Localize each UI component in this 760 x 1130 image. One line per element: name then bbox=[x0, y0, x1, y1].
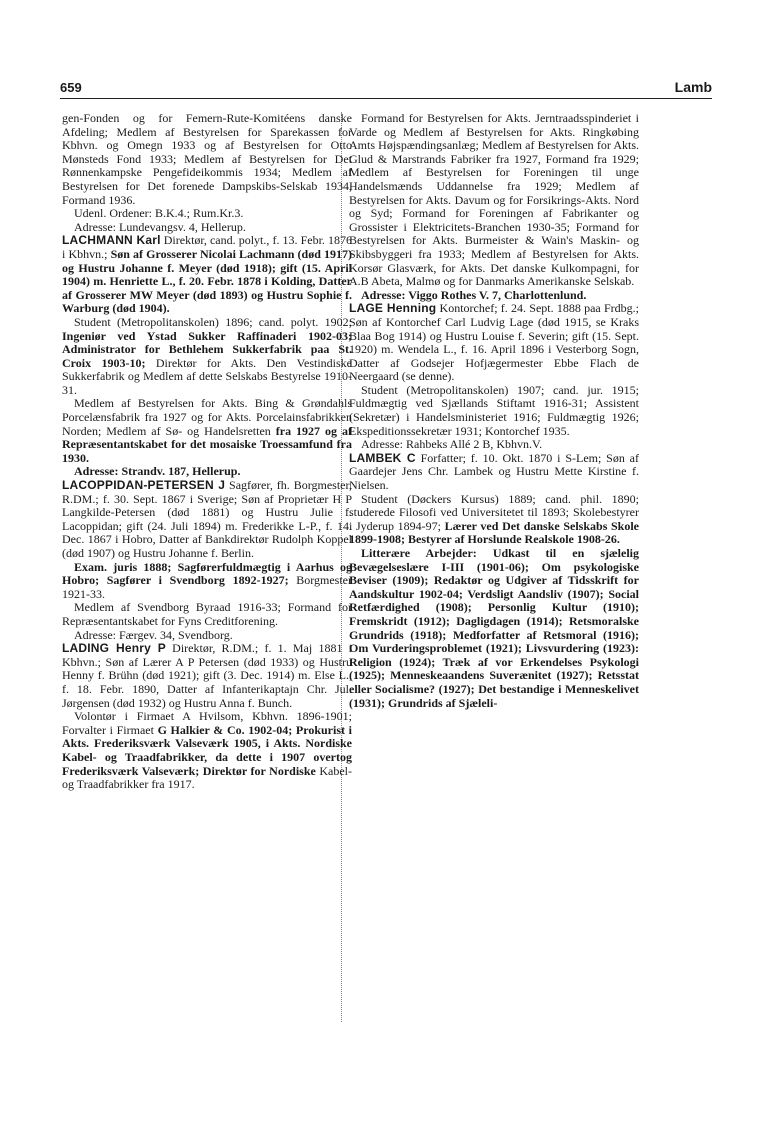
entry-lacoppidan-career: Exam. juris 1888; Sagførerfuldmægtig i Aarhus og Hobro; Sagfører i Svendborg 1892-1927; Borgmester 1921-33. bbox=[62, 559, 352, 601]
entry-lage-bio: LAGE Henning Kontorchef; f. 24. Sept. 1888 paa Frdbg.; Søn af Kontorchef Carl Ludvig Lage (død 1915, se Kraks Blaa Bog 1914) og Hustru Louise f. Severin; gift (15. Sept. 1920) m. Wendela L., f. 16. April 1896 i Vesterborg Sogn, Datter af Godsejer Hofjægermester Ebbe Flach de Neergaard (se denne). bbox=[349, 301, 639, 384]
entry-lage-career: Student (Metropolitanskolen) 1907; cand. jur. 1915; Fuldmægtig ved Sjællands Stiftamt 1916-31; Assistent (Sekretær) i Handelsministeriet 1916; Fuldmægtig 1926; Ekspeditionssekretær 1931; Kontorchef 1935. bbox=[349, 382, 639, 438]
entry-name-lage: LAGE Henning bbox=[349, 301, 437, 316]
entry-lachmann bbox=[62, 234, 352, 479]
entry-name-lading: LADING Henry P bbox=[62, 641, 166, 656]
entry-lambek-bio: LAMBEK C Forfatter; f. 10. Okt. 1870 i S-Lem; Søn af Gaardejer Jens Chr. Lambek og Hustru Mette Kirstine f. Nielsen. bbox=[349, 450, 639, 493]
entry-name-lambek: LAMBEK C bbox=[349, 450, 416, 465]
entry-lachmann-bio: LACHMANN Karl Direktør, cand. polyt., f. 13. Febr. 1876 i Kbhvn.; Søn af Grosserer Nicolai Lachmann (død 1917) og Hustru Johanne f. Meyer (død 1918); gift (15. April 1904) m. Henriette L., f. 20. Febr. 1878 i Kolding, Datter af Grosserer MW Meyer (død 1893) og Hustru Sophie f. Warburg (død 1904). bbox=[62, 233, 352, 316]
entry-lacoppidan-boards: Medlem af Svendborg Byraad 1916-33; Formand for Repræsentantskabet for Fyns Creditforening. bbox=[62, 600, 352, 628]
entry-lading bbox=[62, 642, 352, 792]
entry-name-lachmann: LACHMANN Karl bbox=[62, 233, 161, 248]
continued-entry-address: Adresse: Viggo Rothes V. 7, Charlottenlund. bbox=[361, 287, 587, 302]
entry-lage bbox=[349, 302, 639, 452]
right-column bbox=[349, 112, 639, 710]
entry-lambek-works: Litterære Arbejder: Udkast til en sjælelig Bevægelseslære I-III (1901-06); Om psykologiske Beviser (1909); Redaktør og Udgiver af Tidsskrift for Aandskultur 1902-04; Verdsligt Aandsliv (1907); Social Retfærdighed (1908); Personlig Kultur (1910); Fremskridt (1912); Dagligdagen (1914); Retsmoralske Grundrids (1918); Medforfatter af Retsmoral (1916); Om Vurderingsproblemet (1921); Livsvurdering (1923): Religion (1924); Træk af vor Erkendelses Psykologi (1925); Menneskeaandens Suverænitet (1927); Retsstat eller Socialisme? (1927); Det bestandige i Menneskelivet (1931); Grundrids af Sjæleli- bbox=[349, 546, 639, 710]
continued-entry-text: gen-Fonden og for Femern-Rute-Komitéens danske Afdeling; Medlem af Bestyrelsen for Sparekassen for Kbhvn. og Omegn 1933 og af Bestyrelsen for Otto Mønsteds Fond 1933; Medlem af Bestyrelsen for Det Rønnenkampske Pengefideikommis 1934; Medlem af Bestyrelsen for Det forenede Dampskibs-Selskab 1934, Formand 1936. bbox=[62, 111, 352, 207]
entry-lachmann-boards: Medlem af Bestyrelsen for Akts. Bing & Grøndahls Porcelænsfabrik fra 1927 og for Akts. Porcelainsfabrikken Norden; Medlem af Sø- og Handelsretten fra 1927 og af Repræsentantskabet for det mosaiske Troessamfund fra 1930. bbox=[62, 396, 352, 465]
continued-entry-boards: Formand for Bestyrelsen for Akts. Jerntraadsspinderiet i Varde og Medlem af Bestyrelsen for Akts. Ringkøbing Amts Højspændingsanlæg; Medlem af Bestyrelsen for Akts. Glud & Marstrands Fabriker fra 1927, Formand fra 1929; Medlem af Bestyrelsen for Foreningen til unge Handelsmænds Uddannelse fra 1929; Medlem af Bestyrelsen for Akts. Davum og for Forsikrings-Akts. Nord og Syd; Formand for Foreningen af Fabrikanter og Grossister i Elektricitets-Branchen 1930-35; Formand for Bestyrelsen for Akts. Burmeister & Wain's Maskin- og Skibsbyggeri fra 1933; Medlem af Bestyrelsen for Akts. Korsør Glasværk, for Akts. Det danske Kulkompagni, for A.B Abeta, Malmø og for Danmarks Amerikanske Selskab. bbox=[349, 111, 639, 289]
entry-lachmann-career: Student (Metropolitanskolen) 1896; cand. polyt. 1902; Ingeniør ved Ystad Sukker Raffinaderi 1902-03; Administrator for Bethlehem Sukkerfabrik paa St. Croix 1903-10; Direktør for Akts. Den Vestindiske Sukkerfabrik og Medlem af dette Selskabs Bestyrelse 1910-31. bbox=[62, 314, 352, 397]
entry-name-lacoppidan-petersen: LACOPPIDAN-PETERSEN J bbox=[62, 478, 226, 493]
continued-entry-orders: Udenl. Ordener: B.K.4.; Rum.Kr.3. bbox=[74, 206, 244, 221]
left-column bbox=[62, 112, 352, 792]
entry-lachmann-address: Adresse: Strandv. 187, Hellerup. bbox=[74, 464, 241, 479]
entry-lambek-career: Student (Døckers Kursus) 1889; cand. phil. 1890; studerede Filosofi ved Universitetet til 1893; Skolebestyrer i Jyderup 1894-97; Lærer ved Det danske Selskabs Skole 1899-1908; Bestyrer af Horslunde Realskole 1908-26. bbox=[349, 491, 640, 547]
page-number: 659 bbox=[60, 80, 82, 95]
entry-lading-bio: LADING Henry P Direktør, R.DM.; f. 1. Maj 1881 i Kbhvn.; Søn af Lærer A P Petersen (død 1933) og Hustru Henny f. Brühn (død 1921); gift (3. Dec. 1914) m. Else L., f. 18. Febr. 1890, Datter af Infanterikaptajn Chr. Jul. Jørgensen (død 1932) og Hustru Anna f. Bunch. bbox=[62, 641, 352, 710]
entry-lacoppidan-bio: LACOPPIDAN-PETERSEN J Sagfører, fh. Borgmester, R.DM.; f. 30. Sept. 1867 i Sverige; Søn af Proprietær H P Langkilde-Petersen (død 1881) og Hustru Julie f. Lacoppidan; gift (24. Juli 1894) m. Frederikke L-P., f. 14. Dec. 1867 i Hobro, Datter af Bankdirektør Rudolph Koppel (død 1907) og Hustru Johanne f. Berlin. bbox=[62, 478, 352, 560]
entry-lage-address: Adresse: Rahbeks Allé 2 B, Kbhvn.V. bbox=[361, 437, 543, 452]
page-header bbox=[60, 76, 712, 99]
entry-lambek bbox=[349, 452, 639, 710]
running-head: Lamb bbox=[674, 79, 712, 95]
continued-entry-address: Adresse: Lundevangsv. 4, Hellerup. bbox=[74, 219, 246, 234]
entry-lacoppidan-petersen bbox=[62, 479, 352, 642]
entry-lading-career: Volontør i Firmaet A Hvilsom, Kbhvn. 1896-1901; Forvalter i Firmaet G Halkier & Co. 1902-04; Prokurist i Akts. Frederiksværk Valseværk 1905, i Akts. Nordiske Kabel- og Traadfabrikker, da dette i 1907 overtog Frederiksværk Valseværk; Direktør for Nordiske Kabel- og Traadfabrikker fra 1917. bbox=[62, 709, 352, 792]
entry-lacoppidan-address: Adresse: Færgev. 34, Svendborg. bbox=[74, 627, 233, 642]
